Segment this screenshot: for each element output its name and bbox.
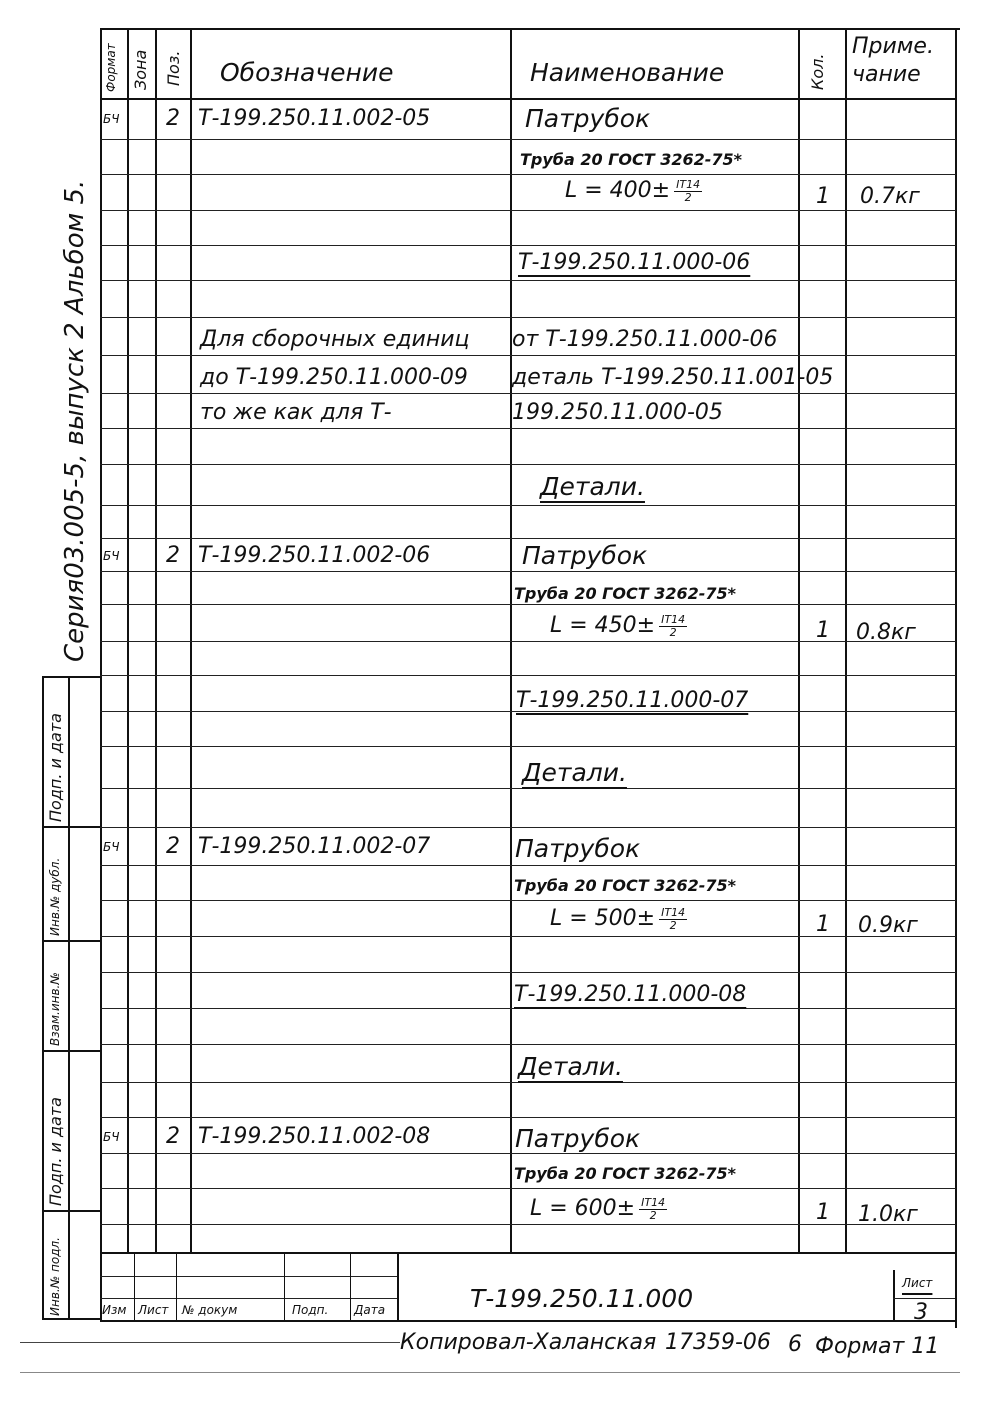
header-bottom xyxy=(100,98,956,100)
header-note-2: чание xyxy=(852,62,921,87)
assembly-08: Т-199.250.11.000-08 xyxy=(514,982,747,1007)
note-line2a: до Т-199.250.11.000-09 xyxy=(200,365,468,390)
frame-left xyxy=(100,28,102,1320)
row3-designation: Т-199.250.11.002-07 xyxy=(198,834,431,859)
stamp-orig-inv: Инв.№ подл. xyxy=(48,1237,62,1316)
col-sep-3 xyxy=(190,28,192,1252)
row4-pipe: Труба 20 ГОСТ 3262-75* xyxy=(514,1164,736,1183)
row2-pipe: Труба 20 ГОСТ 3262-75* xyxy=(514,584,736,603)
footer-page: 6 xyxy=(788,1332,802,1357)
assembly-07: Т-199.250.11.000-07 xyxy=(516,688,749,713)
frame-top xyxy=(100,28,960,30)
series-text: Серия03.005-5, выпуск 2 Альбом 5. xyxy=(60,179,90,662)
stamp-dup-inv: Инв.№ дубл. xyxy=(48,857,62,936)
stamp-sign-date-1: Подп. и дата xyxy=(46,713,65,822)
row3-note: 0.9кг xyxy=(858,913,918,938)
row2-pos: 2 xyxy=(166,543,180,568)
row1-designation: Т-199.250.11.002-05 xyxy=(198,106,431,131)
header-pos: Поз. xyxy=(164,50,183,86)
details-heading-3: Детали. xyxy=(518,1052,623,1081)
row1-pos: 2 xyxy=(166,106,180,131)
tb-sign: Подп. xyxy=(292,1303,329,1317)
row3-pipe: Труба 20 ГОСТ 3262-75* xyxy=(514,876,736,895)
tb-date: Дата xyxy=(354,1303,386,1317)
stamp-replace-inv: Взам.инв.№ xyxy=(48,972,62,1046)
header-qty: Кол. xyxy=(808,53,827,90)
col-sep-2 xyxy=(155,28,157,1252)
row1-note: 0.7кг xyxy=(860,184,920,209)
header-designation: Обозначение xyxy=(220,58,394,87)
tb-sheet-no: 3 xyxy=(914,1300,928,1325)
col-sep-6 xyxy=(845,28,847,1252)
col-sep-4 xyxy=(510,28,512,1252)
header-zone: Зона xyxy=(131,49,150,90)
footer-copied: Копировал-Халанская xyxy=(400,1330,657,1355)
row4-qty: 1 xyxy=(816,1200,830,1225)
row4-note: 1.0кг xyxy=(858,1202,918,1227)
row3-pos: 2 xyxy=(166,834,180,859)
header-note-1: Приме. xyxy=(852,34,934,59)
row4-name: Патрубок xyxy=(515,1124,641,1153)
tb-doc-code: Т-199.250.11.000 xyxy=(470,1284,694,1313)
footer-order: 17359-06 xyxy=(665,1330,771,1355)
tb-sheet-label: Лист xyxy=(902,1276,933,1290)
row1-format: БЧ xyxy=(103,112,120,126)
note-line3a: то же как для Т- xyxy=(200,400,392,425)
col-sep-1 xyxy=(127,28,129,1252)
footer-rule xyxy=(20,1342,400,1343)
note-line1a: Для сборочных единиц xyxy=(200,327,470,352)
row4-pos: 2 xyxy=(166,1124,180,1149)
assembly-06: Т-199.250.11.000-06 xyxy=(518,250,751,275)
row2-name: Патрубок xyxy=(522,541,648,570)
row2-qty: 1 xyxy=(816,618,830,643)
row1-pipe: Труба 20 ГОСТ 3262-75* xyxy=(520,150,742,169)
row4-designation: Т-199.250.11.002-08 xyxy=(198,1124,431,1149)
row2-length: L = 450± $\frac{IT14}{2}$ xyxy=(550,612,686,639)
note-line3b: 199.250.11.000-05 xyxy=(512,400,723,425)
row1-name: Патрубок xyxy=(525,104,651,133)
row4-format: БЧ xyxy=(103,1130,120,1144)
row3-length: L = 500± $\frac{IT14}{2}$ xyxy=(550,905,686,932)
row1-qty: 1 xyxy=(816,184,830,209)
header-name: Наименование xyxy=(530,58,725,87)
tb-izm: Изм xyxy=(102,1303,127,1317)
row2-designation: Т-199.250.11.002-06 xyxy=(198,543,431,568)
row3-format: БЧ xyxy=(103,840,120,854)
title-block-top xyxy=(100,1252,956,1254)
col-sep-5 xyxy=(798,28,800,1252)
header-format: Формат xyxy=(104,43,118,92)
row2-format: БЧ xyxy=(103,549,120,563)
stamp-sign-date-2: Подп. и дата xyxy=(46,1097,65,1206)
details-heading-2: Детали. xyxy=(522,758,627,787)
note-line1b: от Т-199.250.11.000-06 xyxy=(512,327,778,352)
footer-format: Формат 11 xyxy=(815,1334,940,1359)
row3-qty: 1 xyxy=(816,912,830,937)
tb-list: Лист xyxy=(138,1303,169,1317)
row4-length: L = 600± $\frac{IT14}{2}$ xyxy=(530,1195,666,1222)
footer-rule-2 xyxy=(20,1372,960,1373)
row1-length: L = 400± $\frac{IT14}{2}$ xyxy=(565,177,701,204)
frame-right xyxy=(955,28,957,1328)
details-heading-1: Детали. xyxy=(540,472,645,501)
row2-note: 0.8кг xyxy=(856,620,916,645)
note-line2b: деталь Т-199.250.11.001-05 xyxy=(512,365,834,390)
tb-doc: № докум xyxy=(182,1303,238,1317)
row3-name: Патрубок xyxy=(515,834,641,863)
